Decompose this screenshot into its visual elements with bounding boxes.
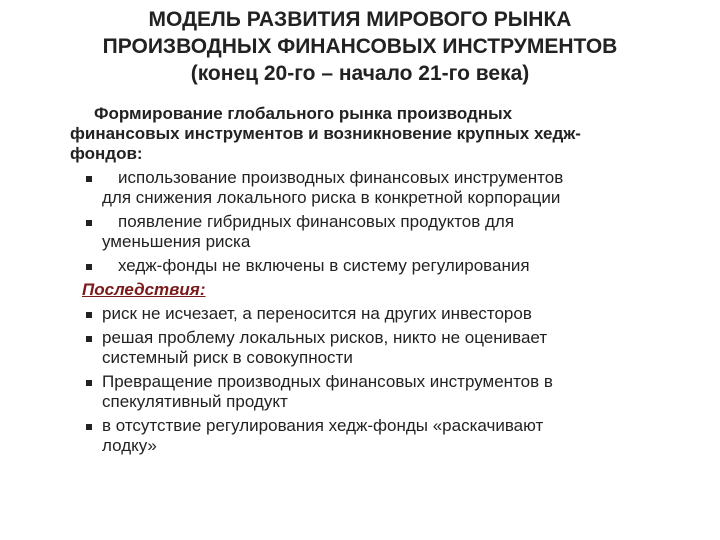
list-item-line: спекулятивный продукт: [102, 392, 288, 411]
intro-line-3: фондов:: [70, 144, 143, 163]
intro-paragraph: [70, 104, 710, 164]
list-item-line: решая проблему локальных рисков, никто не оценивает: [102, 328, 548, 347]
intro-line-1: Формирование глобального рынка производных: [94, 104, 513, 123]
list-item-line: в отсутствие регулирования хедж-фонды «раскачивают: [102, 416, 544, 435]
list-item-line: хедж-фонды не включены в систему регулирования: [118, 256, 530, 275]
slide-title: [0, 6, 720, 87]
intro-line-2: финансовых инструментов и возникновение крупных хедж-: [70, 124, 581, 143]
bullet-icon: [86, 176, 92, 182]
list-item-line: риск не исчезает, а переносится на других инвесторов: [102, 304, 532, 323]
list-item-line: уменьшения риска: [102, 232, 251, 251]
list-item-line: лодку»: [102, 436, 157, 455]
bullet-icon: [86, 264, 92, 270]
list-item-line: использование производных финансовых инструментов: [118, 168, 564, 187]
bullet-icon: [86, 424, 92, 430]
title-line-1: МОДЕЛЬ РАЗВИТИЯ МИРОВОГО РЫНКА: [148, 8, 572, 31]
title-line-3: (конец 20-го – начало 21-го века): [190, 62, 530, 85]
list-item-line: системный риск в совокупности: [102, 348, 353, 367]
list-item-line: появление гибридных финансовых продуктов для: [118, 212, 515, 231]
bullet-icon: [86, 336, 92, 342]
title-line-2: ПРОИЗВОДНЫХ ФИНАНСОВЫХ ИНСТРУМЕНТОВ: [102, 35, 618, 58]
bullet-icon: [86, 312, 92, 318]
list-item-line: Превращение производных финансовых инструментов в: [102, 372, 553, 391]
list-item-line: для снижения локального риска в конкретной корпорации: [102, 188, 561, 207]
bullet-icon: [86, 380, 92, 386]
bullet-icon: [86, 220, 92, 226]
consequences-label: Последствия:: [82, 280, 206, 299]
